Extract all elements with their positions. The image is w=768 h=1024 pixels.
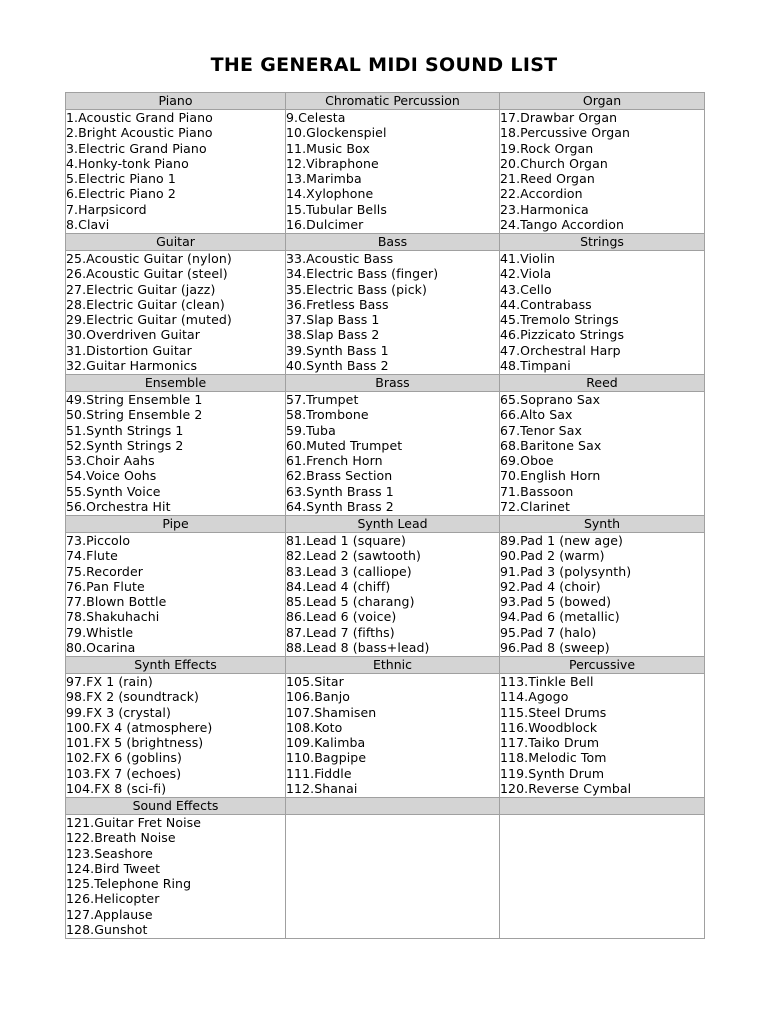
category-header-reed: Reed — [500, 375, 705, 392]
category-header-sound-effects: Sound Effects — [66, 798, 286, 815]
instrument-item: 92.Pad 4 (choir) — [500, 578, 601, 594]
instrument-item: 118.Melodic Tom — [500, 750, 607, 766]
instrument-row — [66, 674, 705, 798]
instrument-item: 111.Fiddle — [286, 765, 352, 781]
instrument-list-pipe — [66, 533, 286, 657]
instrument-list-synth-effects — [66, 674, 286, 798]
instrument-item: 71.Bassoon — [500, 483, 574, 499]
instrument-item: 16.Dulcimer — [286, 217, 364, 233]
midi-sound-table — [65, 92, 705, 939]
instrument-item: 23.Harmonica — [500, 201, 589, 217]
category-header-synth: Synth — [500, 516, 705, 533]
instrument-item: 86.Lead 6 (voice) — [286, 609, 397, 625]
instrument-item: 88.Lead 8 (bass+lead) — [286, 640, 430, 656]
instrument-item: 123.Seashore — [66, 845, 153, 861]
instrument-item: 81.Lead 1 (square) — [286, 533, 406, 548]
instrument-item: 46.Pizzicato Strings — [500, 327, 625, 343]
category-header-empty — [286, 798, 500, 815]
category-header-piano: Piano — [66, 93, 286, 110]
instrument-item: 104.FX 8 (sci-fi) — [66, 781, 167, 797]
instrument-item: 76.Pan Flute — [66, 578, 145, 594]
instrument-row — [66, 110, 705, 234]
instrument-list-ensemble — [66, 392, 286, 516]
instrument-item: 41.Violin — [500, 251, 556, 266]
instrument-item: 74.Flute — [66, 548, 118, 564]
instrument-item: 14.Xylophone — [286, 186, 374, 202]
category-header-row — [66, 798, 705, 815]
instrument-item: 65.Soprano Sax — [500, 392, 601, 407]
instrument-item: 47.Orchestral Harp — [500, 342, 621, 358]
instrument-item: 93.Pad 5 (bowed) — [500, 594, 612, 610]
instrument-item: 110.Bagpipe — [286, 750, 367, 766]
instrument-item: 15.Tubular Bells — [286, 201, 387, 217]
instrument-item: 21.Reed Organ — [500, 171, 595, 187]
instrument-item: 38.Slap Bass 2 — [286, 327, 380, 343]
instrument-item: 94.Pad 6 (metallic) — [500, 609, 620, 625]
instrument-item: 7.Harpsicord — [66, 201, 147, 217]
instrument-item: 91.Pad 3 (polysynth) — [500, 563, 632, 579]
instrument-item: 57.Trumpet — [286, 392, 359, 407]
instrument-list-bass — [286, 251, 500, 375]
instrument-item: 107.Shamisen — [286, 704, 377, 720]
category-header-organ: Organ — [500, 93, 705, 110]
instrument-item: 17.Drawbar Organ — [500, 110, 618, 125]
category-header-brass: Brass — [286, 375, 500, 392]
instrument-item: 83.Lead 3 (calliope) — [286, 563, 412, 579]
category-header-chromatic-percussion: Chromatic Percussion — [286, 93, 500, 110]
instrument-item: 119.Synth Drum — [500, 765, 605, 781]
instrument-item: 114.Agogo — [500, 689, 569, 705]
instrument-item: 89.Pad 1 (new age) — [500, 533, 623, 548]
category-header-row — [66, 375, 705, 392]
instrument-item: 120.Reverse Cymbal — [500, 781, 632, 797]
instrument-item: 44.Contrabass — [500, 296, 592, 312]
instrument-row — [66, 533, 705, 657]
instrument-item: 103.FX 7 (echoes) — [66, 765, 182, 781]
instrument-item: 87.Lead 7 (fifths) — [286, 624, 395, 640]
instrument-item: 13.Marimba — [286, 171, 362, 187]
instrument-item: 10.Glockenspiel — [286, 125, 387, 141]
instrument-item: 25.Acoustic Guitar (nylon) — [66, 251, 232, 266]
instrument-item: 106.Banjo — [286, 689, 351, 705]
instrument-item: 112.Shanai — [286, 781, 358, 797]
instrument-item: 126.Helicopter — [66, 891, 160, 907]
instrument-list-sound-effects — [66, 815, 286, 939]
instrument-item: 75.Recorder — [66, 563, 143, 579]
instrument-item: 70.English Horn — [500, 468, 601, 484]
instrument-item: 58.Trombone — [286, 407, 369, 423]
instrument-item: 72.Clarinet — [500, 499, 570, 515]
instrument-item: 121.Guitar Fret Noise — [66, 815, 202, 830]
instrument-item: 32.Guitar Harmonics — [66, 358, 198, 374]
page-title: THE GENERAL MIDI SOUND LIST — [210, 54, 558, 76]
instrument-item: 124.Bird Tweet — [66, 860, 161, 876]
instrument-item: 67.Tenor Sax — [500, 422, 582, 438]
instrument-item: 69.Oboe — [500, 453, 554, 469]
instrument-item: 95.Pad 7 (halo) — [500, 624, 597, 640]
instrument-item: 24.Tango Accordion — [500, 217, 625, 233]
instrument-list-guitar — [66, 251, 286, 375]
instrument-item: 102.FX 6 (goblins) — [66, 750, 182, 766]
instrument-item: 42.Viola — [500, 266, 552, 282]
instrument-item: 28.Electric Guitar (clean) — [66, 296, 225, 312]
instrument-item: 34.Electric Bass (finger) — [286, 266, 439, 282]
category-header-pipe: Pipe — [66, 516, 286, 533]
instrument-item: 115.Steel Drums — [500, 704, 607, 720]
instrument-item: 105.Sitar — [286, 674, 344, 689]
instrument-row — [66, 815, 705, 939]
instrument-item: 82.Lead 2 (sawtooth) — [286, 548, 421, 564]
instrument-item: 49.String Ensemble 1 — [66, 392, 203, 407]
instrument-list-strings — [500, 251, 705, 375]
instrument-item: 116.Woodblock — [500, 719, 598, 735]
category-header-ethnic: Ethnic — [286, 657, 500, 674]
instrument-item: 108.Koto — [286, 719, 343, 735]
instrument-item: 37.Slap Bass 1 — [286, 312, 380, 328]
category-header-row — [66, 657, 705, 674]
instrument-item: 22.Accordion — [500, 186, 583, 202]
instrument-item: 33.Acoustic Bass — [286, 251, 394, 266]
instrument-item: 90.Pad 2 (warm) — [500, 548, 605, 564]
instrument-item: 125.Telephone Ring — [66, 876, 192, 892]
instrument-item: 62.Brass Section — [286, 468, 393, 484]
instrument-item: 18.Percussive Organ — [500, 125, 631, 141]
instrument-item: 96.Pad 8 (sweep) — [500, 640, 610, 656]
instrument-item: 45.Tremolo Strings — [500, 312, 619, 328]
category-header-synth-effects: Synth Effects — [66, 657, 286, 674]
instrument-row — [66, 251, 705, 375]
instrument-item: 77.Blown Bottle — [66, 594, 167, 610]
instrument-item: 52.Synth Strings 2 — [66, 437, 184, 453]
category-header-row — [66, 516, 705, 533]
instrument-item: 36.Fretless Bass — [286, 296, 389, 312]
instrument-list-piano — [66, 110, 286, 234]
instrument-item: 85.Lead 5 (charang) — [286, 594, 415, 610]
instrument-item: 43.Cello — [500, 281, 552, 297]
instrument-list-brass — [286, 392, 500, 516]
instrument-item: 101.FX 5 (brightness) — [66, 735, 204, 751]
midi-table-body — [66, 93, 705, 939]
category-header-strings: Strings — [500, 234, 705, 251]
instrument-item: 2.Bright Acoustic Piano — [66, 125, 213, 141]
instrument-item: 11.Music Box — [286, 140, 370, 156]
instrument-item: 35.Electric Bass (pick) — [286, 281, 427, 297]
instrument-item: 99.FX 3 (crystal) — [66, 704, 171, 720]
instrument-list-synth — [500, 533, 705, 657]
instrument-item: 59.Tuba — [286, 422, 336, 438]
instrument-item: 5.Electric Piano 1 — [66, 171, 176, 187]
instrument-item: 39.Synth Bass 1 — [286, 342, 389, 358]
instrument-list-empty — [500, 815, 705, 939]
instrument-item: 127.Applause — [66, 906, 153, 922]
instrument-item: 20.Church Organ — [500, 155, 608, 171]
category-header-row — [66, 234, 705, 251]
instrument-item: 55.Synth Voice — [66, 483, 161, 499]
instrument-item: 100.FX 4 (atmosphere) — [66, 719, 213, 735]
instrument-item: 26.Acoustic Guitar (steel) — [66, 266, 228, 282]
instrument-item: 27.Electric Guitar (jazz) — [66, 281, 216, 297]
instrument-item: 61.French Horn — [286, 453, 383, 469]
instrument-item: 122.Breath Noise — [66, 830, 176, 846]
instrument-item: 53.Choir Aahs — [66, 453, 155, 469]
instrument-item: 19.Rock Organ — [500, 140, 594, 156]
category-header-percussive: Percussive — [500, 657, 705, 674]
instrument-item: 3.Electric Grand Piano — [66, 140, 207, 156]
instrument-item: 9.Celesta — [286, 110, 346, 125]
instrument-list-reed — [500, 392, 705, 516]
instrument-item: 73.Piccolo — [66, 533, 131, 548]
instrument-item: 97.FX 1 (rain) — [66, 674, 153, 689]
instrument-item: 98.FX 2 (soundtrack) — [66, 689, 200, 705]
instrument-item: 56.Orchestra Hit — [66, 499, 171, 515]
instrument-item: 64.Synth Brass 2 — [286, 499, 394, 515]
instrument-item: 109.Kalimba — [286, 735, 366, 751]
instrument-list-chromatic-percussion — [286, 110, 500, 234]
instrument-item: 80.Ocarina — [66, 640, 136, 656]
category-header-row — [66, 93, 705, 110]
category-header-synth-lead: Synth Lead — [286, 516, 500, 533]
instrument-item: 48.Timpani — [500, 358, 571, 374]
instrument-item: 60.Muted Trumpet — [286, 437, 403, 453]
instrument-item: 6.Electric Piano 2 — [66, 186, 176, 202]
instrument-item: 84.Lead 4 (chiff) — [286, 578, 391, 594]
instrument-item: 4.Honky-tonk Piano — [66, 155, 189, 171]
instrument-item: 78.Shakuhachi — [66, 609, 160, 625]
category-header-ensemble: Ensemble — [66, 375, 286, 392]
instrument-row — [66, 392, 705, 516]
instrument-item: 63.Synth Brass 1 — [286, 483, 394, 499]
category-header-empty — [500, 798, 705, 815]
category-header-guitar: Guitar — [66, 234, 286, 251]
instrument-item: 54.Voice Oohs — [66, 468, 157, 484]
instrument-item: 50.String Ensemble 2 — [66, 407, 203, 423]
instrument-item: 128.Gunshot — [66, 922, 148, 938]
instrument-item: 31.Distortion Guitar — [66, 342, 192, 358]
instrument-list-ethnic — [286, 674, 500, 798]
instrument-item: 68.Baritone Sax — [500, 437, 602, 453]
instrument-item: 8.Clavi — [66, 217, 110, 233]
instrument-list-synth-lead — [286, 533, 500, 657]
instrument-item: 1.Acoustic Grand Piano — [66, 110, 213, 125]
instrument-list-organ — [500, 110, 705, 234]
instrument-item: 117.Taiko Drum — [500, 735, 600, 751]
instrument-item: 113.Tinkle Bell — [500, 674, 594, 689]
instrument-item: 51.Synth Strings 1 — [66, 422, 184, 438]
instrument-list-empty — [286, 815, 500, 939]
instrument-item: 66.Alto Sax — [500, 407, 573, 423]
category-header-bass: Bass — [286, 234, 500, 251]
instrument-item: 29.Electric Guitar (muted) — [66, 312, 232, 328]
instrument-item: 12.Vibraphone — [286, 155, 379, 171]
instrument-list-percussive — [500, 674, 705, 798]
instrument-item: 40.Synth Bass 2 — [286, 358, 389, 374]
instrument-item: 30.Overdriven Guitar — [66, 327, 201, 343]
instrument-item: 79.Whistle — [66, 624, 134, 640]
